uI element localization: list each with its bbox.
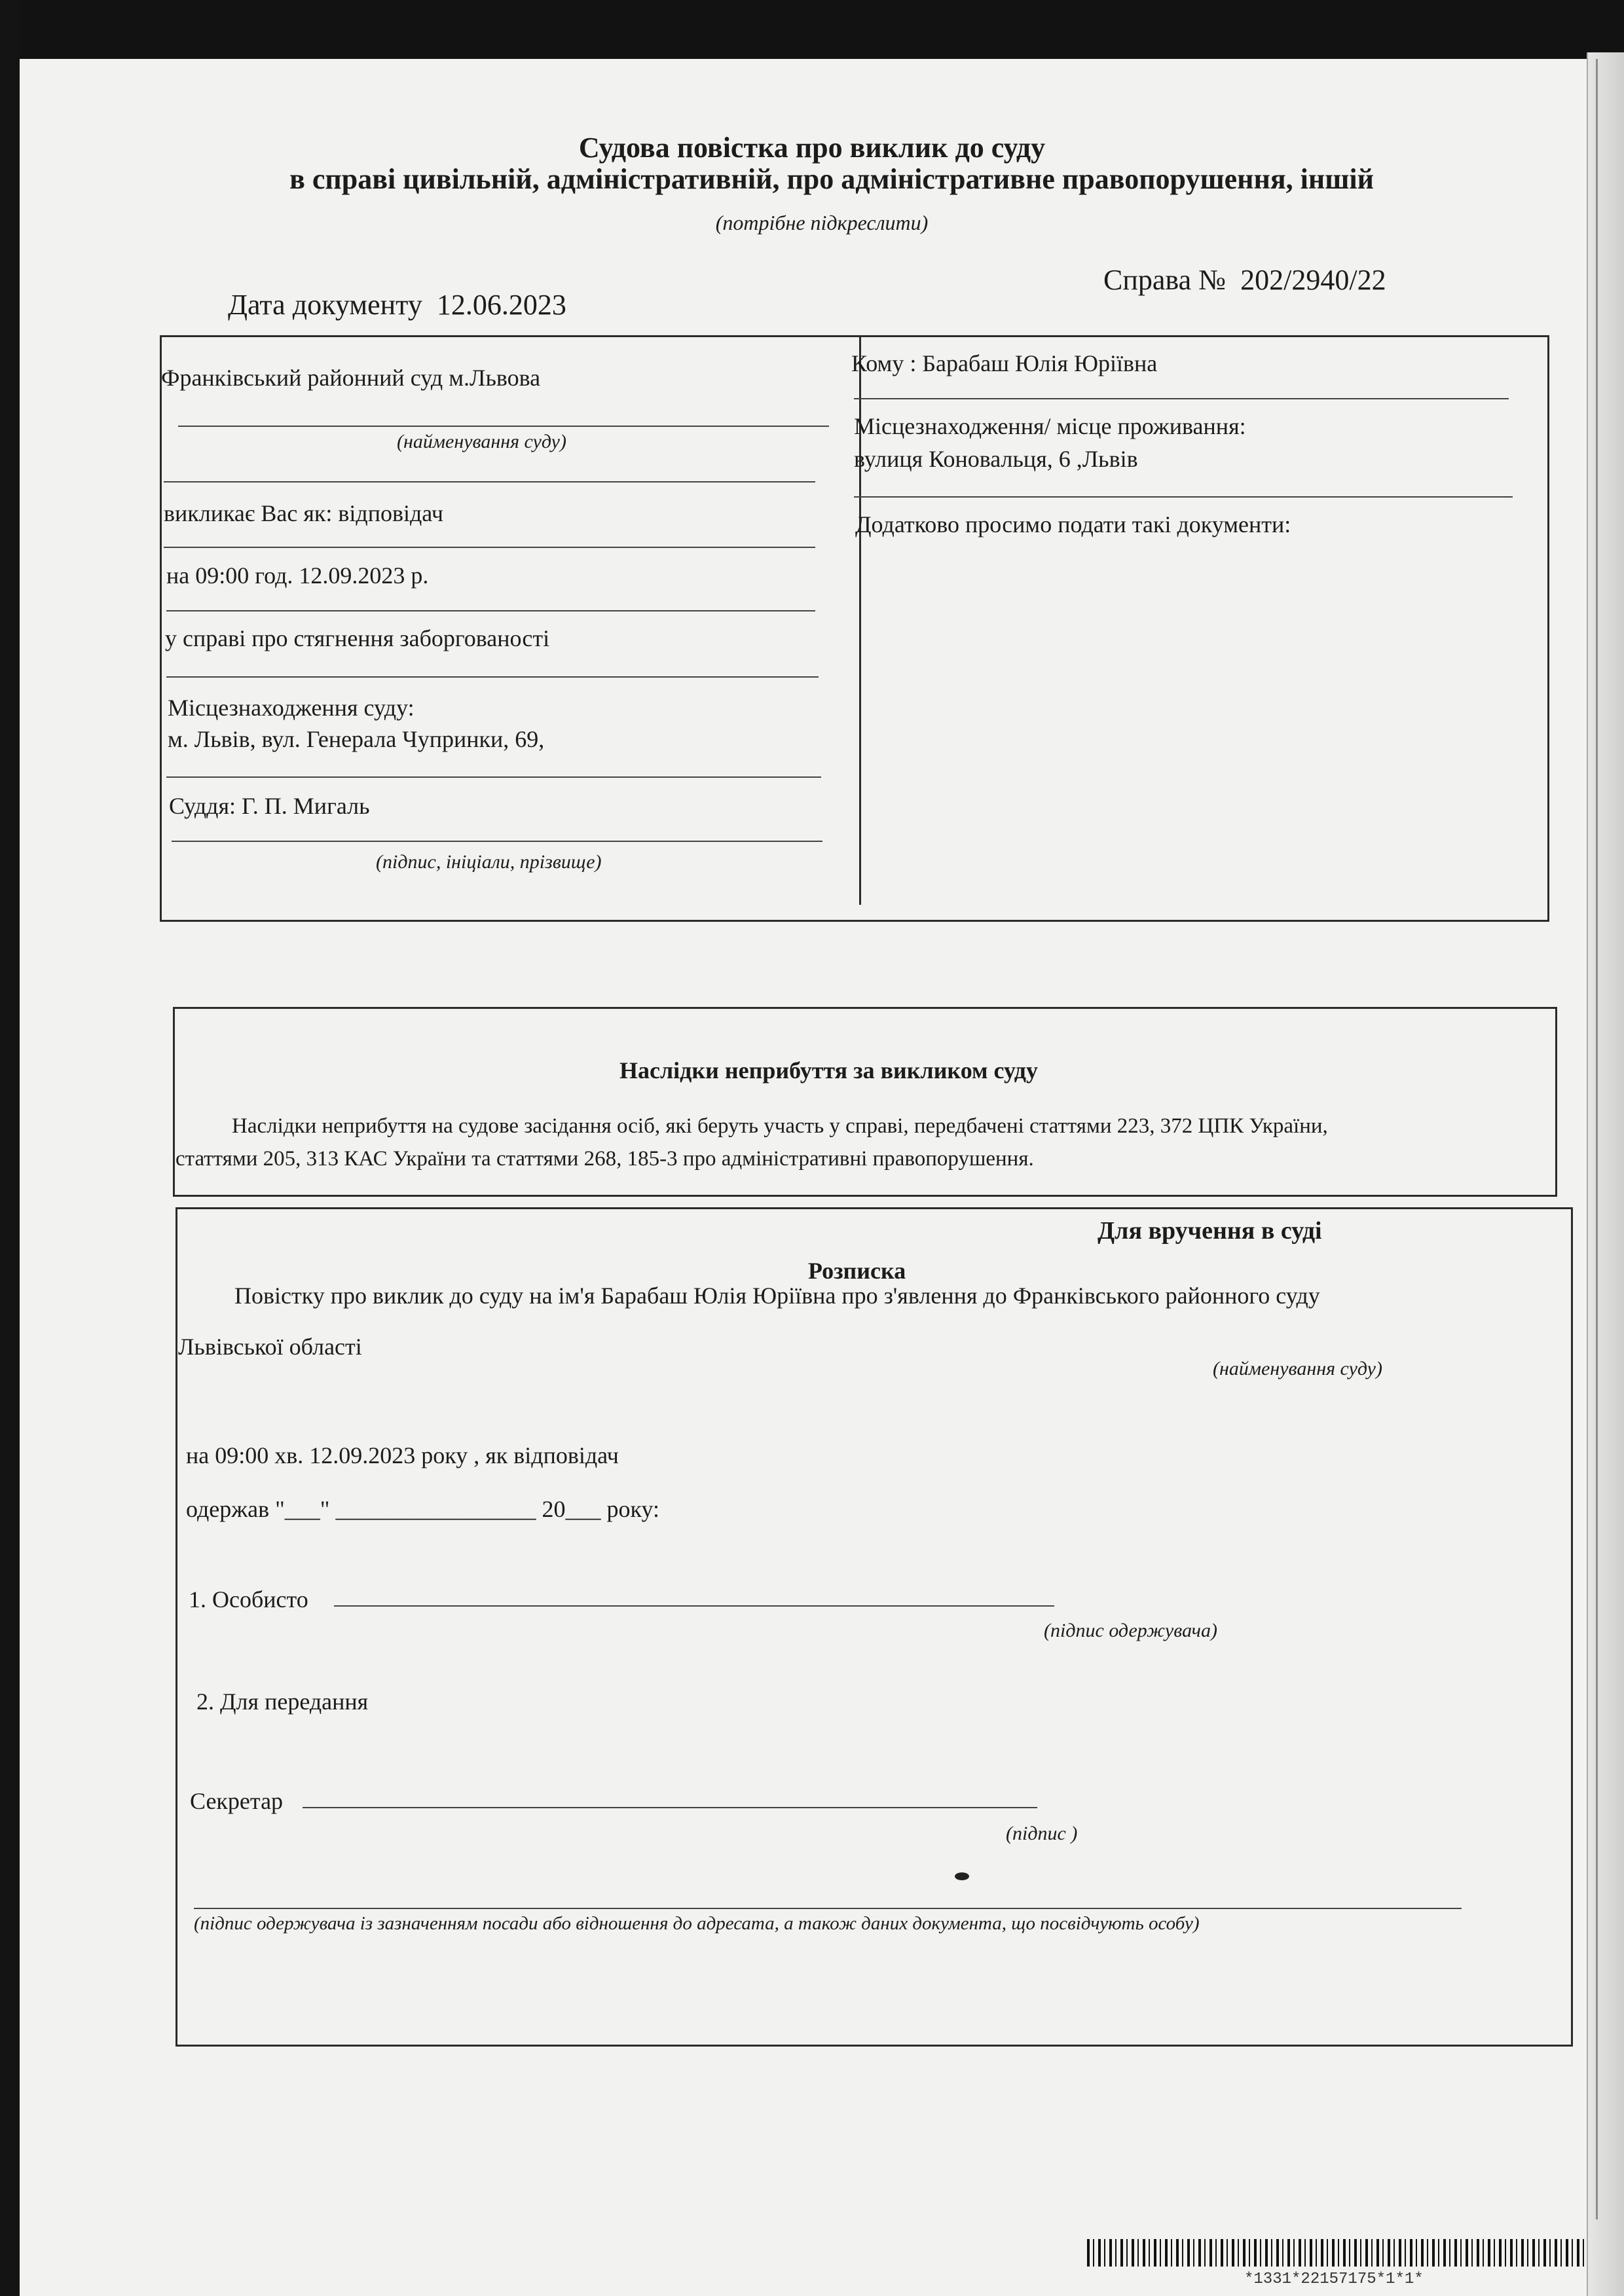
personally-sign-rule (334, 1605, 1054, 1607)
scan-border-top (0, 0, 1624, 59)
ink-dot (955, 1872, 969, 1880)
received-line: одержав "___" _________________ 20___ року: (186, 1496, 660, 1522)
bottom-caption: (підпис одержувача із зазначенням посади або відношення до адресата, а також даних документа, що посвідчують особу) (194, 1913, 1200, 1934)
scan-edge-line (1596, 59, 1598, 2219)
scan-border-left (0, 0, 20, 2296)
consequences-title: Наслідки неприбуття за викликом суду (619, 1057, 1038, 1084)
bottom-sign-rule (194, 1908, 1462, 1909)
receipt-title: Розписка (808, 1258, 906, 1284)
receipt-line-1: Повістку про виклик до суду на ім'я Барабаш Юлія Юріївна про з'явлення до Франківського районного суду (234, 1283, 1320, 1309)
barcode (1087, 2239, 1585, 2267)
scan-border-right (1587, 52, 1624, 2296)
for-court-delivery: Для вручення в суді (1098, 1217, 1322, 1245)
court-name-rule (178, 426, 829, 427)
date-value: 12.06.2023 (436, 289, 566, 321)
court-location-label: Місцезнаходження суду: (168, 695, 415, 721)
summoned-as: викликає Вас як: відповідач (164, 500, 443, 526)
date-label: Дата документу (228, 289, 422, 321)
rule-3 (166, 610, 815, 611)
rule-4 (166, 676, 819, 678)
recipient-sign-caption: (підпис одержувача) (1044, 1620, 1217, 1641)
recipient-rule (854, 398, 1509, 399)
for-transfer-label: 2. Для передання (196, 1688, 369, 1715)
hearing-time: на 09:00 год. 12.09.2023 р. (166, 562, 429, 589)
case-number (1103, 263, 1386, 297)
title-line-2: в справі цивільній, адміністративній, про адміністративне правопорушення, іншій (289, 163, 1374, 195)
address-label: Місцезнаходження/ місце проживання: (854, 413, 1246, 439)
rule-1 (164, 481, 815, 483)
court-name-caption: (найменування суду) (397, 431, 566, 452)
underline-note: (потрібне підкреслити) (715, 211, 929, 234)
case-value: 202/2940/22 (1240, 264, 1386, 296)
court-location: м. Львів, вул. Генерала Чупринки, 69, (168, 726, 545, 752)
extra-documents: Додатково просимо подати такі документи: (855, 511, 1291, 538)
address: вулиця Коновальця, 6 ,Львів (854, 446, 1138, 472)
rule-2 (164, 547, 815, 548)
court-name: Франківський районний суд м.Львова (161, 365, 541, 391)
consequences-line-1: Наслідки неприбуття на судове засідання осіб, які беруть участь у справі, передбачені статтями 223, 372 ЦПК України, (232, 1114, 1328, 1138)
address-rule (854, 496, 1513, 498)
secretary-sign-rule (303, 1807, 1037, 1808)
secretary-sign-caption: (підпис ) (1006, 1823, 1078, 1844)
receipt-time: на 09:00 хв. 12.09.2023 року , як відповідач (186, 1442, 619, 1468)
personally-label: 1. Особисто (189, 1586, 308, 1613)
receipt-line-2: Львівської області (178, 1334, 362, 1360)
recipient: Кому : Барабаш Юлія Юріївна (851, 350, 1158, 376)
barcode-text: *1331*22157175*1*1* (1244, 2270, 1424, 2288)
judge: Суддя: Г. П. Мигаль (169, 793, 370, 819)
title-line-1: Судова повістка про виклик до суду (578, 132, 1046, 164)
rule-5 (166, 776, 821, 778)
case-subject: у справі про стягнення заборгованості (165, 625, 550, 651)
consequences-line-2: статтями 205, 313 КАС України та статтями 268, 185-3 про адміністративні правопорушення. (175, 1147, 1034, 1171)
case-label: Справа № (1103, 264, 1227, 296)
secretary-label: Секретар (190, 1788, 284, 1814)
receipt-court-caption: (найменування суду) (1213, 1358, 1382, 1379)
judge-sign-rule (172, 841, 822, 842)
document-date (228, 288, 566, 321)
judge-caption: (підпис, ініціали, прізвище) (376, 851, 602, 873)
